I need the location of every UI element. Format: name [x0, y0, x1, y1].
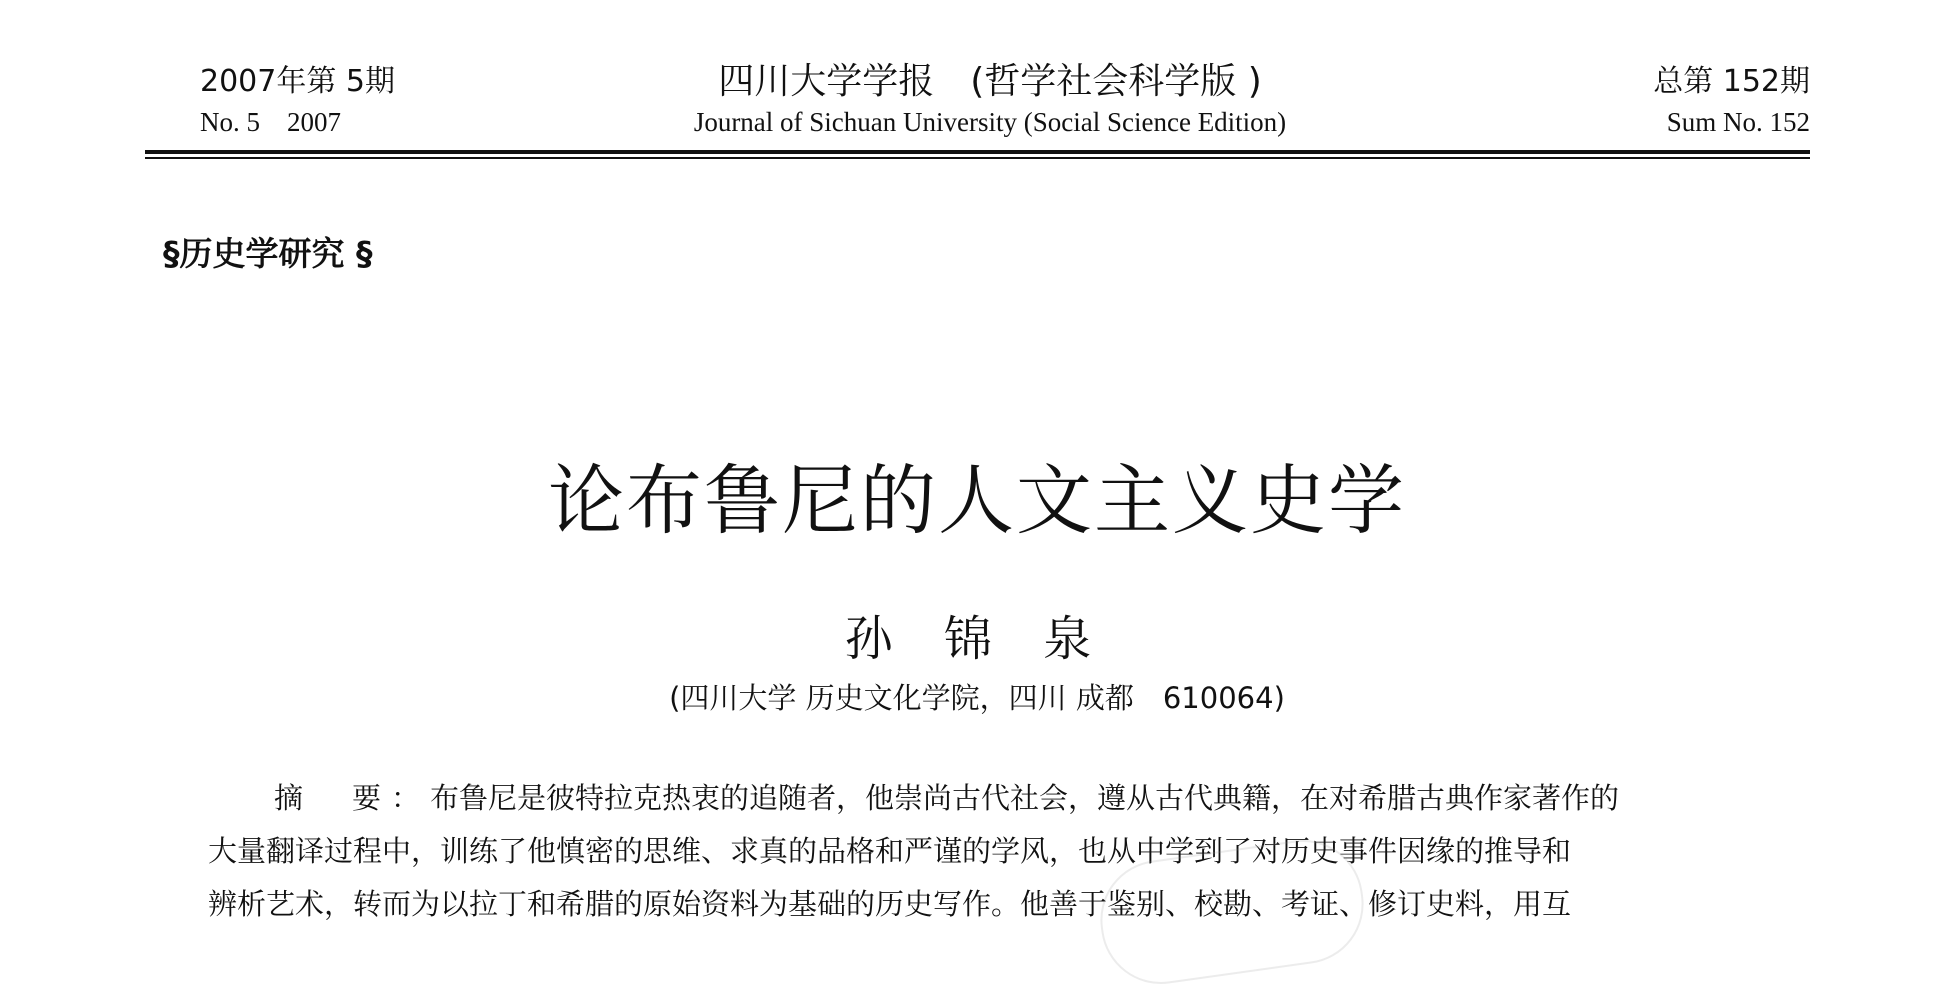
abstract-line: 大量翻译过程中，训练了他慎密的思维、求真的品格和严谨的学风，也从中学到了对历史事件因缘的推导和 [208, 834, 1572, 868]
abstract-label: 摘 要： [274, 781, 431, 815]
abstract-line [208, 772, 1753, 825]
header-total-en: Sum No. 152 [1666, 107, 1810, 137]
header-rule-thick [145, 150, 1810, 154]
abstract [208, 772, 1753, 931]
header-journal-title [520, 62, 1460, 142]
header-rule-thin [145, 157, 1810, 159]
header-journal-en: Journal of Sichuan University (Social Science Edition) [693, 107, 1287, 137]
header-total-issue [1560, 62, 1810, 142]
section-label: §历史学研究 § [163, 234, 373, 273]
author-affiliation: (四川大学 历史文化学院，四川 成都 610064) [669, 681, 1285, 715]
abstract-text: 布鲁尼是彼特拉克热衷的追随者，他崇尚古代社会，遵从古代典籍，在对希腊古典作家著作的 [430, 781, 1620, 815]
header-journal-cn: 四川大学学报 (哲学社会科学版 ) [718, 61, 1262, 102]
header-issue-info [200, 62, 440, 142]
header-issue-en: No. 5 2007 [200, 107, 341, 137]
article-title: 论布鲁尼的人文主义史学 [548, 456, 1406, 545]
abstract-line: 辨析艺术，转而为以拉丁和希腊的原始资料为基础的历史写作。他善于鉴别、校勘、考证、修订史料，用互 [208, 887, 1572, 921]
author-name: 孙 锦 泉 [844, 611, 1110, 667]
header-issue-cn: 2007年第 5期 [200, 64, 395, 99]
header-total-cn: 总第 152期 [1653, 64, 1810, 99]
